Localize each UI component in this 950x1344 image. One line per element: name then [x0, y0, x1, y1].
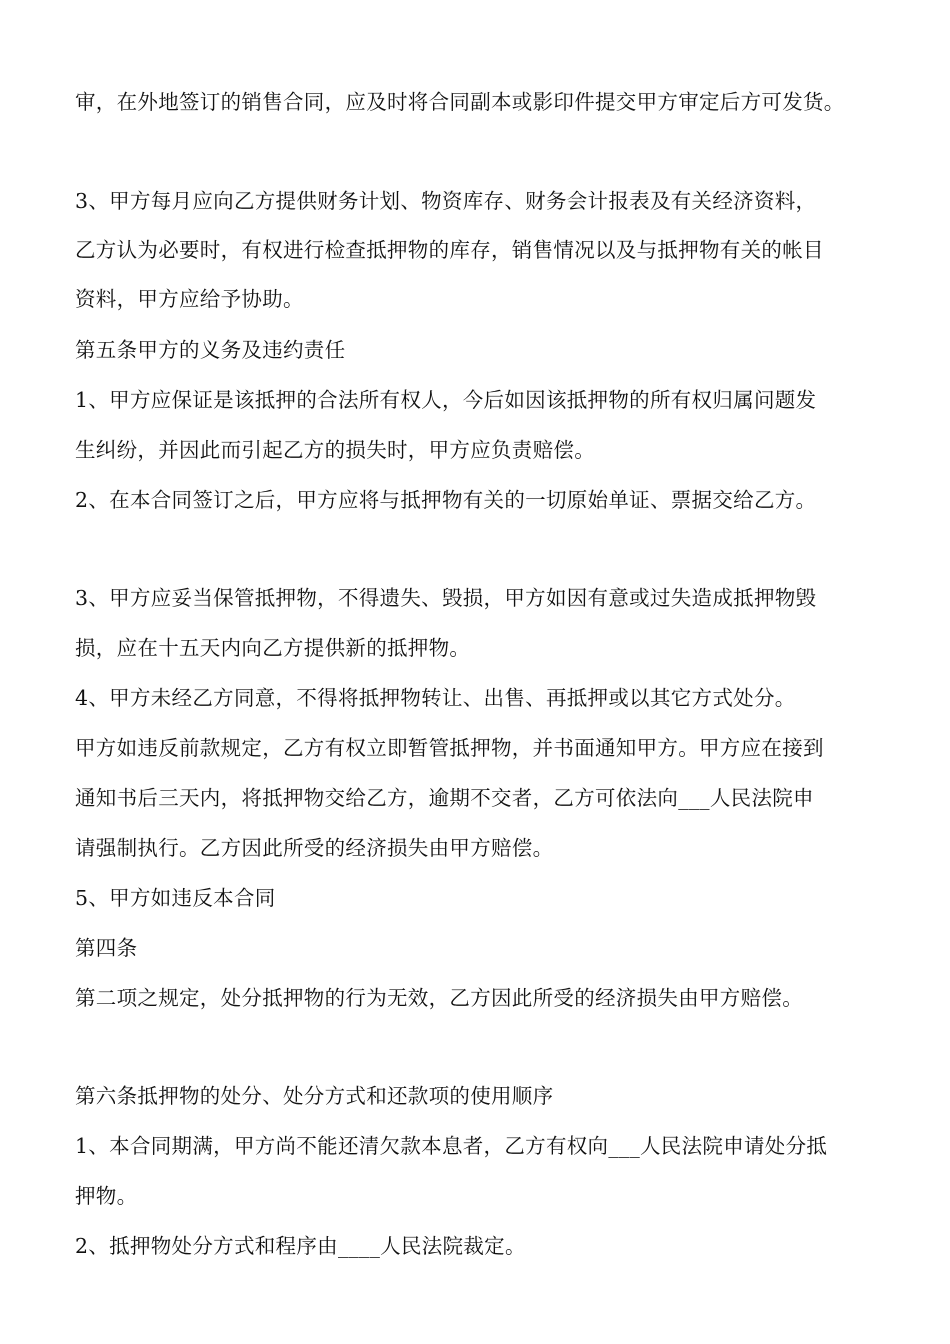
text-line: 3、甲方应妥当保管抵押物，不得遗失、毁损，甲方如因有意或过失造成抵押物毁 — [75, 586, 817, 610]
text-line: 通知书后三天内，将抵押物交给乙方，逾期不交者，乙方可依法向___人民法院申 — [75, 786, 814, 810]
text-line: 生纠纷，并因此而引起乙方的损失时，甲方应负责赔偿。 — [75, 438, 595, 462]
text-line: 甲方如违反前款规定，乙方有权立即暂管抵押物，并书面通知甲方。甲方应在接到 — [75, 736, 824, 760]
text-line: 3、甲方每月应向乙方提供财务计划、物资库存、财务会计报表及有关经济资料， — [75, 189, 817, 213]
text-line: 审，在外地签订的销售合同，应及时将合同副本或影印件提交甲方审定后方可发货。 — [75, 90, 845, 114]
text-line: 押物。 — [75, 1184, 138, 1208]
text-line: 资料，甲方应给予协助。 — [75, 287, 304, 311]
section-heading: 第五条甲方的义务及违约责任 — [75, 338, 346, 362]
text-line: 请强制执行。乙方因此所受的经济损失由甲方赔偿。 — [75, 836, 554, 860]
text-line: 4、甲方未经乙方同意，不得将抵押物转让、出售、再抵押或以其它方式处分。 — [75, 686, 796, 710]
text-line: 5、甲方如违反本合同 — [75, 886, 276, 910]
section-heading: 第六条抵押物的处分、处分方式和还款项的使用顺序 — [75, 1084, 554, 1108]
text-line: 2、在本合同签订之后，甲方应将与抵押物有关的一切原始单证、票据交给乙方。 — [75, 488, 817, 512]
text-line: 损，应在十五天内向乙方提供新的抵押物。 — [75, 636, 471, 660]
article-label: 第四条 — [75, 936, 138, 960]
text-line: 第二项之规定，处分抵押物的行为无效，乙方因此所受的经济损失由甲方赔偿。 — [75, 986, 803, 1010]
text-line: 乙方认为必要时，有权进行检查抵押物的库存，销售情况以及与抵押物有关的帐目 — [75, 238, 824, 262]
text-line: 1、本合同期满，甲方尚不能还清欠款本息者，乙方有权向___人民法院申请处分抵 — [75, 1134, 828, 1158]
text-line: 2、抵押物处分方式和程序由____人民法院裁定。 — [75, 1234, 526, 1258]
text-line: 1、甲方应保证是该抵押的合法所有权人，今后如因该抵押物的所有权归属问题发 — [75, 388, 817, 412]
